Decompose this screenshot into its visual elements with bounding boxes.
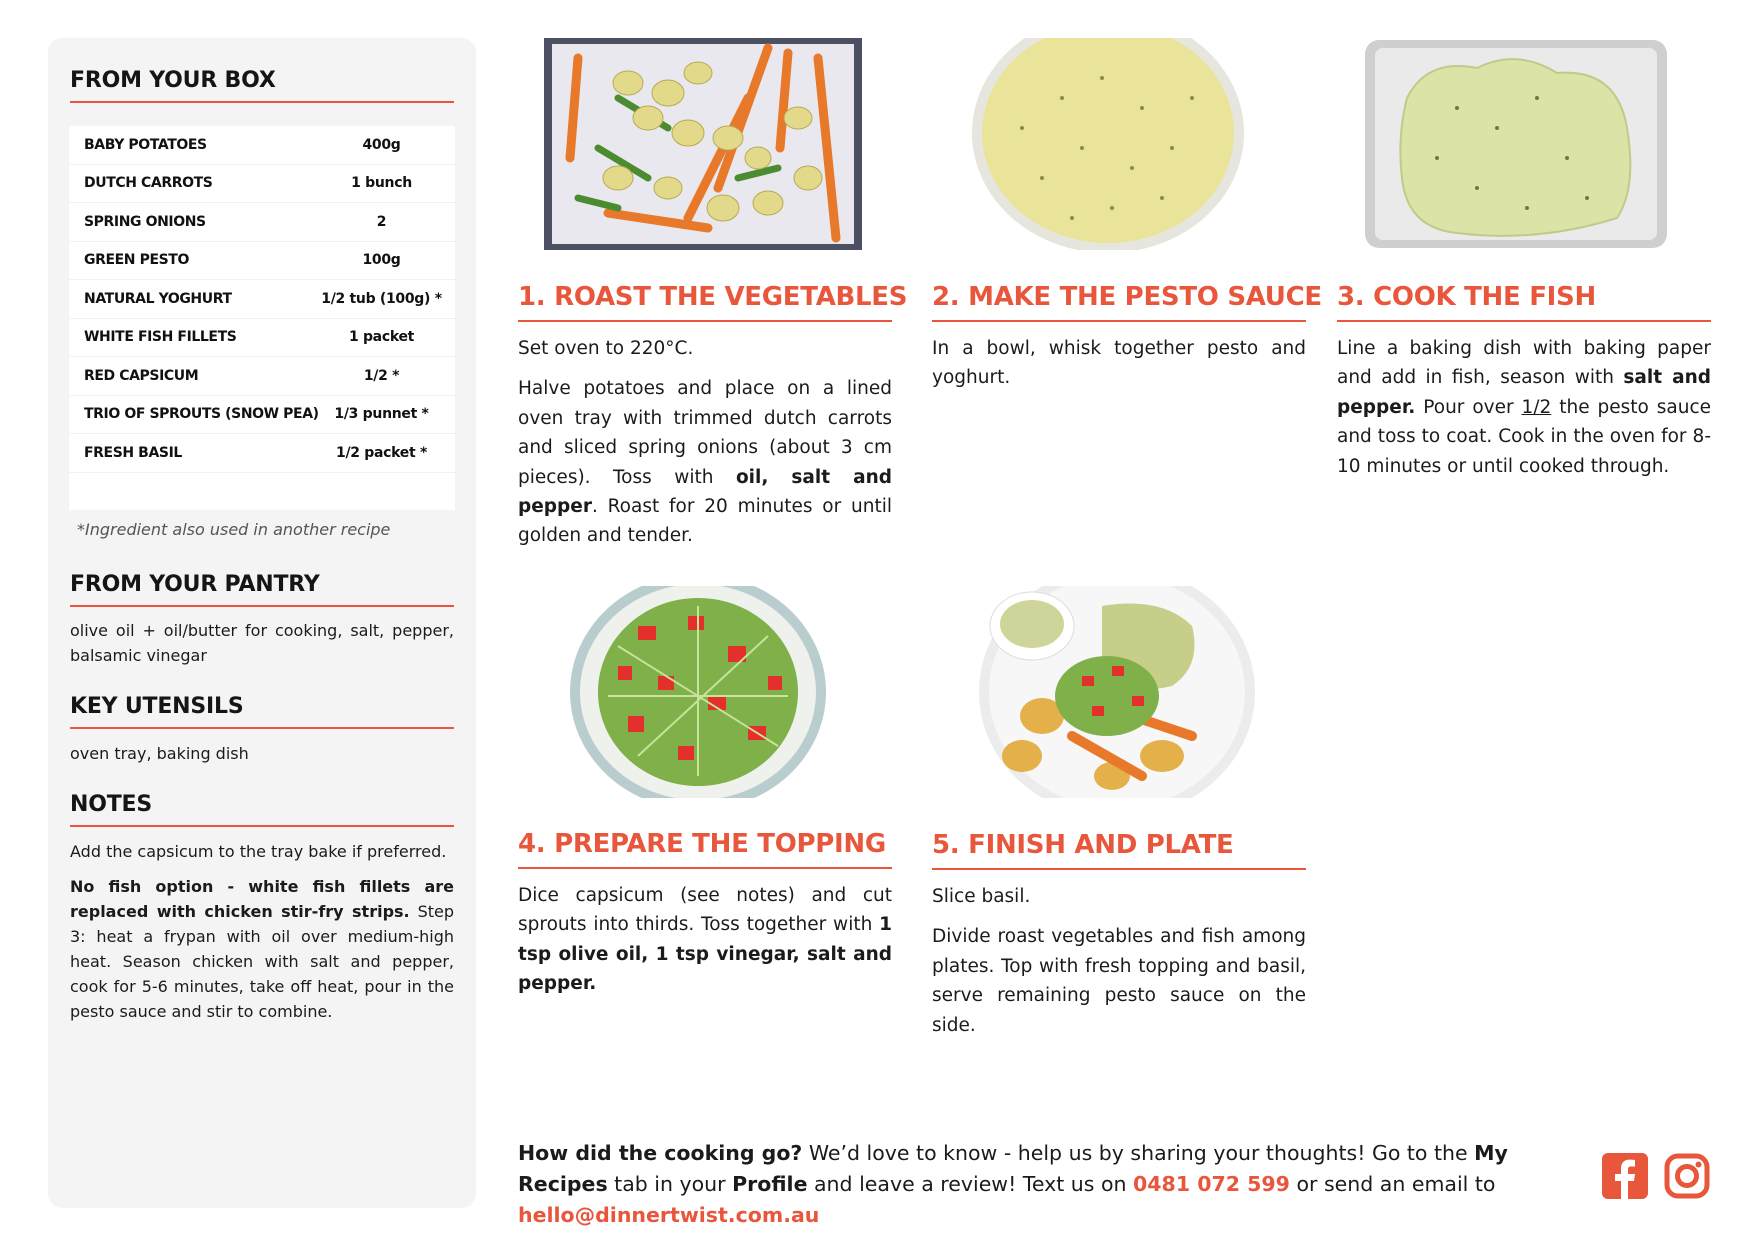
topping-bowl-image	[518, 586, 884, 798]
facebook-icon[interactable]	[1602, 1153, 1648, 1199]
step-1-text-bold: oil, salt and pepper	[518, 466, 892, 518]
ingredient-name: WHITE FISH FILLETS	[84, 329, 237, 346]
ingredient-name: GREEN PESTO	[84, 252, 189, 269]
pantry-text: olive oil + oil/butter for cooking, salt, pepper, balsamic vinegar	[70, 621, 454, 665]
step-4-text-a: Dice capsicum (see notes) and cut sprouts into thirds. Toss together with	[518, 885, 892, 936]
step-5-title: 5. FINISH AND PLATE	[932, 830, 1306, 870]
step-2-text	[932, 334, 1306, 404]
step-5-text	[932, 882, 1306, 1051]
notes-text-1: Add the capsicum to the tray bake if preferred.	[70, 842, 447, 861]
step-2	[932, 38, 1322, 438]
step-1-para-2	[518, 374, 892, 550]
table-row	[69, 165, 455, 204]
step-1	[518, 38, 908, 547]
step-3-text-c: Pour over	[1415, 396, 1522, 418]
step-4-para-1	[518, 881, 892, 999]
table-row	[69, 126, 455, 165]
ingredient-qty: 100g	[362, 252, 401, 269]
ingredient-qty: 1/3 punnet *	[334, 406, 429, 423]
ingredient-name: FRESH BASIL	[84, 444, 182, 461]
email-link[interactable]: hello@dinnertwist.com.au	[518, 1203, 820, 1227]
step-4-text	[518, 881, 892, 1010]
ingredient-qty: 1 bunch	[351, 175, 412, 192]
step-3-text-a: Line a baking dish with baking paper and add in fish, season with	[1337, 338, 1711, 389]
step-3-text-e: the pesto sauce and toss to coat. Cook in the oven for 8-10 minutes or until cooked through.	[1337, 396, 1712, 477]
table-row-empty	[69, 473, 455, 510]
step-1-text	[518, 334, 892, 562]
ingredient-name: RED CAPSICUM	[84, 367, 199, 384]
utensils-text: oven tray, baking dish	[70, 744, 249, 763]
ingredients-panel	[48, 38, 476, 1208]
step-2-title: 2. MAKE THE PESTO SAUCE	[932, 282, 1306, 322]
ingredient-qty: 1 packet	[348, 329, 415, 346]
step-3-para-1	[1337, 334, 1711, 481]
feedback-footer	[518, 1138, 1578, 1231]
footer-question: How did the cooking go?	[518, 1141, 803, 1165]
step-4-title: 4. PREPARE THE TOPPING	[518, 829, 892, 869]
step-5	[932, 586, 1306, 1036]
ingredient-name: TRIO OF SPROUTS (SNOW PEA)	[84, 406, 319, 423]
step-3-text-underline: 1/2	[1521, 396, 1552, 418]
step-3	[1337, 38, 1712, 477]
step-1-para-1: Set oven to 220°C.	[518, 338, 694, 359]
step-4	[518, 586, 892, 1006]
footer-text-4: or send an email to	[1289, 1172, 1496, 1196]
step-5-para-1: Slice basil.	[932, 886, 1031, 907]
notes-bold-text: No fish option - white fish fillets are replaced with chicken stir-fry strips.	[70, 877, 454, 921]
step-3-text	[1337, 334, 1711, 492]
table-row	[69, 280, 455, 319]
footer-text-2: tab in your	[607, 1172, 733, 1196]
ingredient-name: DUTCH CARROTS	[84, 175, 213, 192]
ingredient-qty: 400g	[362, 136, 401, 153]
ingredients-table	[69, 126, 455, 510]
footer-text-3: and leave a review! Text us on	[807, 1172, 1134, 1196]
key-utensils-heading: KEY UTENSILS	[70, 694, 454, 729]
table-row	[69, 434, 455, 473]
instagram-icon[interactable]	[1664, 1153, 1710, 1199]
roasting-tray-image	[518, 38, 884, 250]
plated-dish-image	[932, 586, 1306, 798]
step-3-text-bold: salt and pepper.	[1337, 367, 1711, 418]
footer-text-1: We’d love to know - help us by sharing your thoughts! Go to the	[802, 1141, 1475, 1165]
ingredient-qty: 2	[376, 213, 387, 230]
phone-link[interactable]: 0481 072 599	[1133, 1172, 1290, 1196]
step-5-para-2: Divide roast vegetables and fish among plates. Top with fresh topping and basil, serve remaining pesto sauce on the side.	[932, 926, 1306, 1036]
ingredient-footnote: *Ingredient also used in another recipe	[77, 520, 391, 539]
notes-body-text: Step 3: heat a frypan with oil over medium-high heat. Season chicken with salt and pepper, cook for 5-6 minutes, take off heat, pour in the pesto sauce and stir to combine.	[70, 902, 455, 1021]
step-3-title: 3. COOK THE FISH	[1337, 282, 1711, 322]
step-1-text-c: . Roast for 20 minutes or until golden and tender.	[518, 496, 892, 547]
step-2-para-1: In a bowl, whisk together pesto and yoghurt.	[932, 338, 1306, 389]
step-1-title: 1. ROAST THE VEGETABLES	[518, 282, 892, 322]
from-your-box-heading: FROM YOUR BOX	[70, 68, 454, 103]
ingredient-name: BABY POTATOES	[84, 136, 207, 153]
ingredient-qty: 1/2 packet *	[336, 444, 427, 461]
ingredient-qty: 1/2 *	[363, 367, 400, 384]
table-row	[69, 319, 455, 358]
table-row	[69, 357, 455, 396]
ingredient-name: NATURAL YOGHURT	[84, 290, 232, 307]
step-4-text-bold: 1 tsp olive oil, 1 tsp vinegar, salt and pepper.	[518, 914, 892, 995]
pesto-bowl-image	[932, 38, 1306, 250]
ingredient-name: SPRING ONIONS	[84, 213, 206, 230]
notes-text-2	[70, 874, 454, 1024]
table-row	[69, 203, 455, 242]
profile-text: Profile	[732, 1172, 808, 1196]
baking-dish-image	[1337, 38, 1711, 250]
table-row	[69, 396, 455, 435]
ingredient-qty: 1/2 tub (100g) *	[321, 290, 442, 307]
step-1-text-a: Halve potatoes and place on a lined oven tray with trimmed dutch carrots and sliced spring onions (about 3 cm pieces). Toss with	[518, 378, 892, 488]
notes-heading: NOTES	[70, 792, 454, 827]
from-your-pantry-heading: FROM YOUR PANTRY	[70, 572, 454, 607]
table-row	[69, 242, 455, 281]
my-recipes-text: My Recipes	[518, 1141, 1508, 1196]
